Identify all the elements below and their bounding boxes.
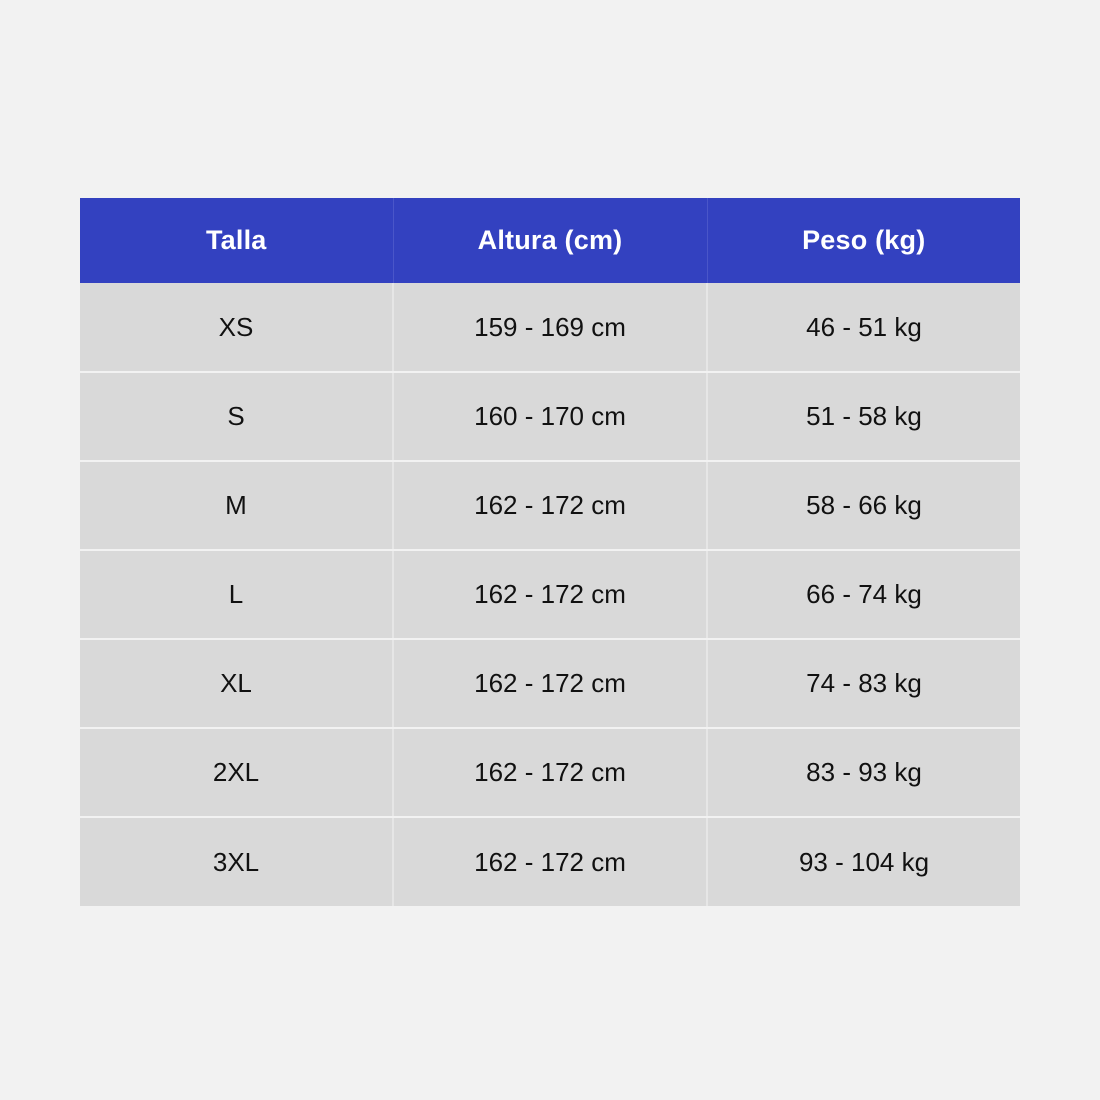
table-row [80, 283, 1020, 372]
cell-talla: L [80, 550, 393, 639]
cell-peso: 46 - 51 kg [707, 283, 1020, 372]
table-row [80, 461, 1020, 550]
table-row [80, 639, 1020, 728]
table-row [80, 550, 1020, 639]
table-row [80, 817, 1020, 906]
cell-altura: 162 - 172 cm [393, 817, 707, 906]
table-row [80, 728, 1020, 817]
column-header-peso: Peso (kg) [707, 198, 1020, 283]
table-header-row [80, 198, 1020, 283]
size-table-container [80, 198, 1020, 906]
table-body [80, 283, 1020, 906]
cell-talla: XS [80, 283, 393, 372]
cell-talla: S [80, 372, 393, 461]
cell-peso: 51 - 58 kg [707, 372, 1020, 461]
cell-altura: 159 - 169 cm [393, 283, 707, 372]
cell-talla: 3XL [80, 817, 393, 906]
cell-peso: 66 - 74 kg [707, 550, 1020, 639]
table-header [80, 198, 1020, 283]
cell-peso: 74 - 83 kg [707, 639, 1020, 728]
size-table [80, 198, 1020, 906]
cell-altura: 162 - 172 cm [393, 550, 707, 639]
cell-altura: 162 - 172 cm [393, 728, 707, 817]
cell-peso: 83 - 93 kg [707, 728, 1020, 817]
cell-altura: 160 - 170 cm [393, 372, 707, 461]
cell-altura: 162 - 172 cm [393, 461, 707, 550]
cell-talla: 2XL [80, 728, 393, 817]
cell-talla: M [80, 461, 393, 550]
cell-peso: 58 - 66 kg [707, 461, 1020, 550]
table-row [80, 372, 1020, 461]
column-header-talla: Talla [80, 198, 393, 283]
column-header-altura: Altura (cm) [393, 198, 707, 283]
cell-altura: 162 - 172 cm [393, 639, 707, 728]
cell-peso: 93 - 104 kg [707, 817, 1020, 906]
cell-talla: XL [80, 639, 393, 728]
